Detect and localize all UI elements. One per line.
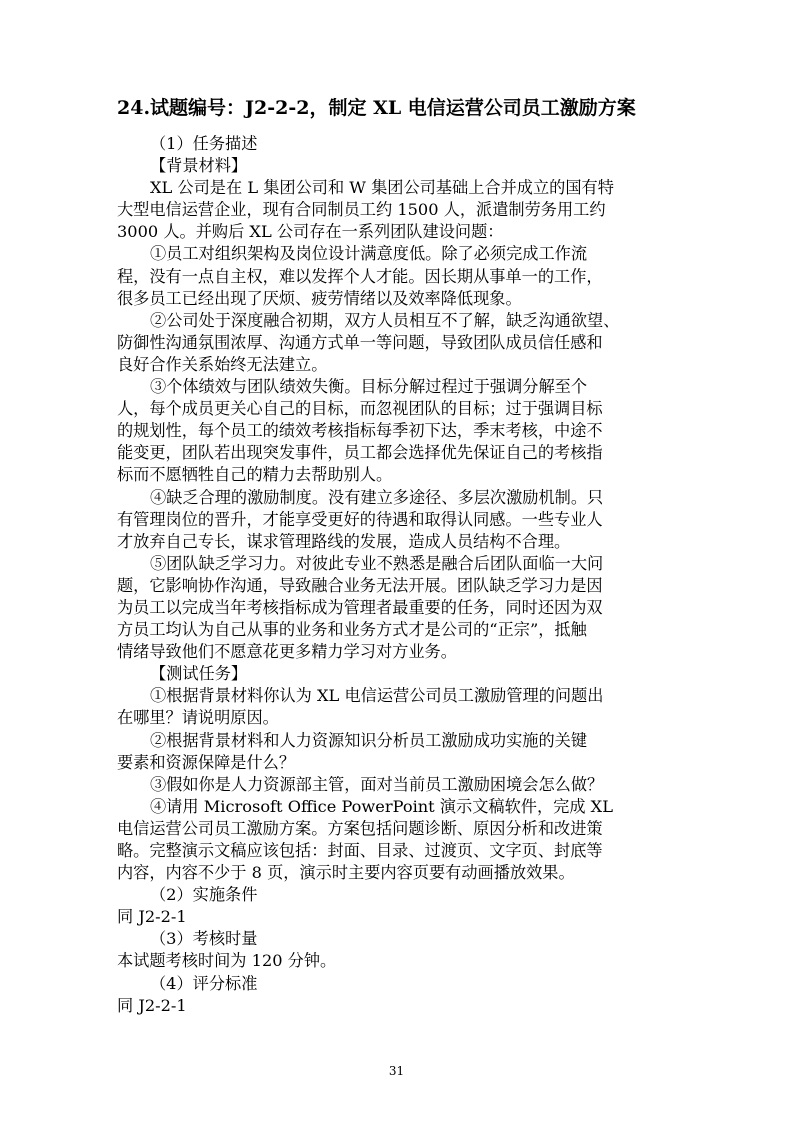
text-line: 为员工以完成当年考核指标成为管理者最重要的任务，同时还因为双 [117,597,603,617]
text-line: （2）实施条件 [150,885,258,905]
text-line: 的规划性，每个员工的绩效考核指标每季初下达，季末考核，中途不 [117,421,603,441]
text-line: ①根据背景材料你认为 XL 电信运营公司员工激励管理的问题出 [150,686,604,706]
text-line: 电信运营公司员工激励方案。方案包括问题诊断、原因分析和改进策 [117,818,603,838]
text-line: ④请用 Microsoft Office PowerPoint 演示文稿软件，完成 XL [150,796,613,816]
text-line: 情绪导致他们不愿意花更多精力学习对方业务。 [117,642,457,662]
text-line: ③个体绩效与团队绩效失衡。目标分解过程过于强调分解至个 [150,377,588,397]
text-line: 【背景材料】 [150,156,248,176]
text-line: （1）任务描述 [150,134,258,153]
text-line: 很多员工已经出现了厌烦、疲劳情绪以及效率降低现象。 [117,288,522,308]
text-line: XL 公司是在 L 集团公司和 W 集团公司基础上合并成立的国有特 [150,178,614,198]
text-line: 略。完整演示文稿应该包括：封面、目录、过渡页、文字页、封底等 [117,841,603,860]
text-line: 才放弃自己专长，谋求管理路线的发展，造成人员结构不合理。 [117,531,571,551]
text-line: ④缺乏合理的激励制度。没有建立多途径、多层次激励机制。只 [150,487,604,507]
text-line: ③假如你是人力资源部主管，面对当前员工激励困境会怎么做？ [150,774,604,794]
text-line: 有管理岗位的晋升，才能享受更好的待遇和取得认同感。一些专业人 [117,509,603,529]
question-title: 24.试题编号：J2-2-2，制定 XL 电信运营公司员工激励方案 [117,97,636,119]
text-line: ①员工对组织架构及岗位设计满意度低。除了必须完成工作流 [150,244,588,264]
text-line: 标而不愿牺牲自己的精力去帮助别人。 [117,465,393,485]
text-line: 要素和资源保障是什么？ [117,752,296,772]
text-line: 3000 人。并购后 XL 公司存在一系列团队建设问题： [117,222,504,242]
text-line: 在哪里？请说明原因。 [117,708,279,728]
text-line: 同 J2-2-1 [117,907,187,927]
text-line: 同 J2-2-1 [117,995,187,1015]
text-line: 人，每个成员更关心自己的目标，而忽视团队的目标；过于强调目标 [117,399,603,419]
text-line: 大型电信运营企业，现有合同制员工约 1500 人，派遣制劳务用工约 [117,200,606,220]
text-line: ②公司处于深度融合初期，双方人员相互不了解，缺乏沟通欲望、 [150,310,620,330]
text-line: 题，它影响协作沟通，导致融合业务无法开展。团队缺乏学习力是因 [117,575,603,595]
text-line: （3）考核时量 [150,929,258,949]
text-line: 本试题考核时间为 120 分钟。 [117,951,337,971]
text-line: 良好合作关系始终无法建立。 [117,354,328,374]
page-number: 31 [388,1064,405,1078]
document-body [117,133,677,1017]
text-line: 能变更，团队若出现突发事件，员工都会选择优先保证自己的考核指 [117,443,603,463]
text-line: 方员工均认为自己从事的业务和业务方式才是公司的“正宗”，抵触 [117,620,587,640]
text-line: 内容，内容不少于 8 页，演示时主要内容页要有动画播放效果。 [117,863,575,883]
text-line: 程，没有一点自主权，难以发挥个人才能。因长期从事单一的工作， [117,266,603,286]
text-line: ⑤团队缺乏学习力。对彼此专业不熟悉是融合后团队面临一大问 [150,553,604,573]
text-line: 防御性沟通氛围浓厚、沟通方式单一等问题，导致团队成员信任感和 [117,332,603,352]
text-line: 【测试任务】 [150,664,248,684]
text-line: （4）评分标准 [150,973,258,993]
text-line: ②根据背景材料和人力资源知识分析员工激励成功实施的关键 [150,730,588,750]
